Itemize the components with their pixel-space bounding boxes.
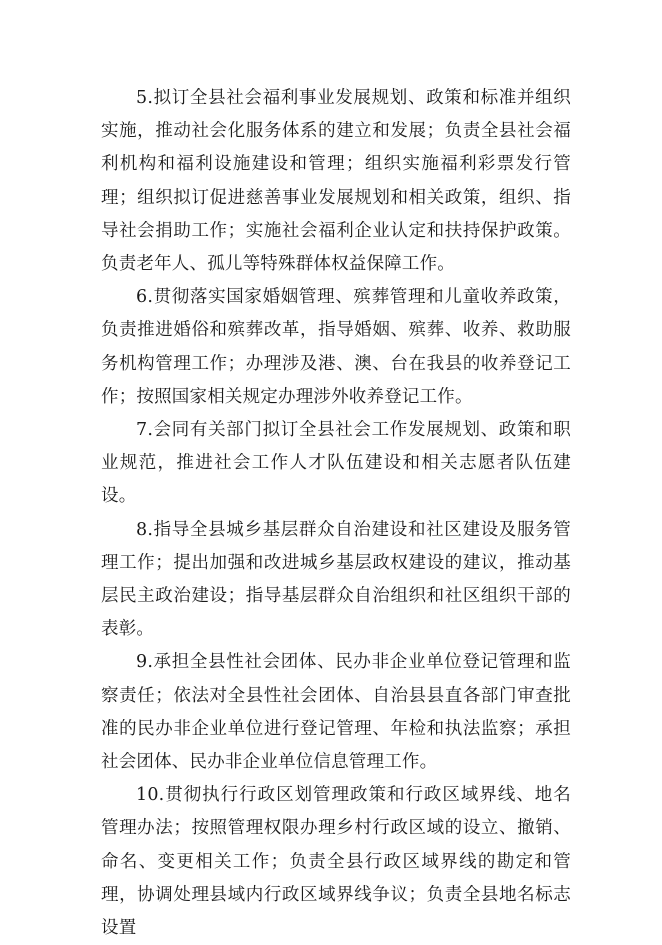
paragraph-10 <box>101 779 571 945</box>
paragraph-text: 承担全县性社会团体、民办非企业单位登记管理和监察责任；依法对全县性社会团体、自治县县直各部门审查批准的民办非企业单位进行登记管理、年检和执法监察；承担社会团体、民办非企业单位信息管理工作。 <box>101 652 571 773</box>
paragraph-number: 5. <box>136 88 154 108</box>
paragraph-number: 10. <box>136 785 165 806</box>
paragraph-text: 会同有关部门拟订全县社会工作发展规划、政策和职业规范，推进社会工作人才队伍建设和相关志愿者队伍建设。 <box>101 420 571 507</box>
paragraph-5 <box>101 82 571 281</box>
paragraph-8 <box>101 514 571 647</box>
paragraph-number: 6. <box>136 287 154 308</box>
paragraph-text: 贯彻落实国家婚姻管理、殡葬管理和儿童收养政策，负责推进婚俗和殡葬改革，指导婚姻、殡葬、收养、救助服务机构管理工作；办理涉及港、澳、台在我县的收养登记工作；按照国家相关规定办理涉外收养登记工作。 <box>101 287 571 407</box>
paragraph-text: 贯彻执行行政区划管理政策和行政区域界线、地名管理办法；按照管理权限办理乡村行政区域的设立、撤销、命名、变更相关工作；负责全县行政区域界线的勘定和管理，协调处理县域内行政区域界线争议；负责全县地名标志设置 <box>101 785 571 939</box>
paragraph-9 <box>101 646 571 779</box>
document-body <box>101 82 571 945</box>
paragraph-text: 指导全县城乡基层群众自治建设和社区建设及服务管理工作；提出加强和改进城乡基层政权建设的建议，推动基层民主政治建设；指导基层群众自治组织和社区组织干部的表彰。 <box>101 519 571 640</box>
paragraph-number: 9. <box>136 652 154 673</box>
paragraph-6 <box>101 281 571 414</box>
paragraph-7 <box>101 414 571 514</box>
paragraph-number: 8. <box>136 519 154 540</box>
paragraph-text: 拟订全县社会福利事业发展规划、政策和标准并组织实施，推动社会化服务体系的建立和发展；负责全县社会福利机构和福利设施建设和管理；组织实施福利彩票发行管理；组织拟订促进慈善事业发展规划和相关政策，组织、指导社会捐助工作；实施社会福利企业认定和扶持保护政策。负责老年人、孤儿等特殊群体权益保障工作。 <box>101 88 571 275</box>
paragraph-number: 7. <box>136 420 154 441</box>
